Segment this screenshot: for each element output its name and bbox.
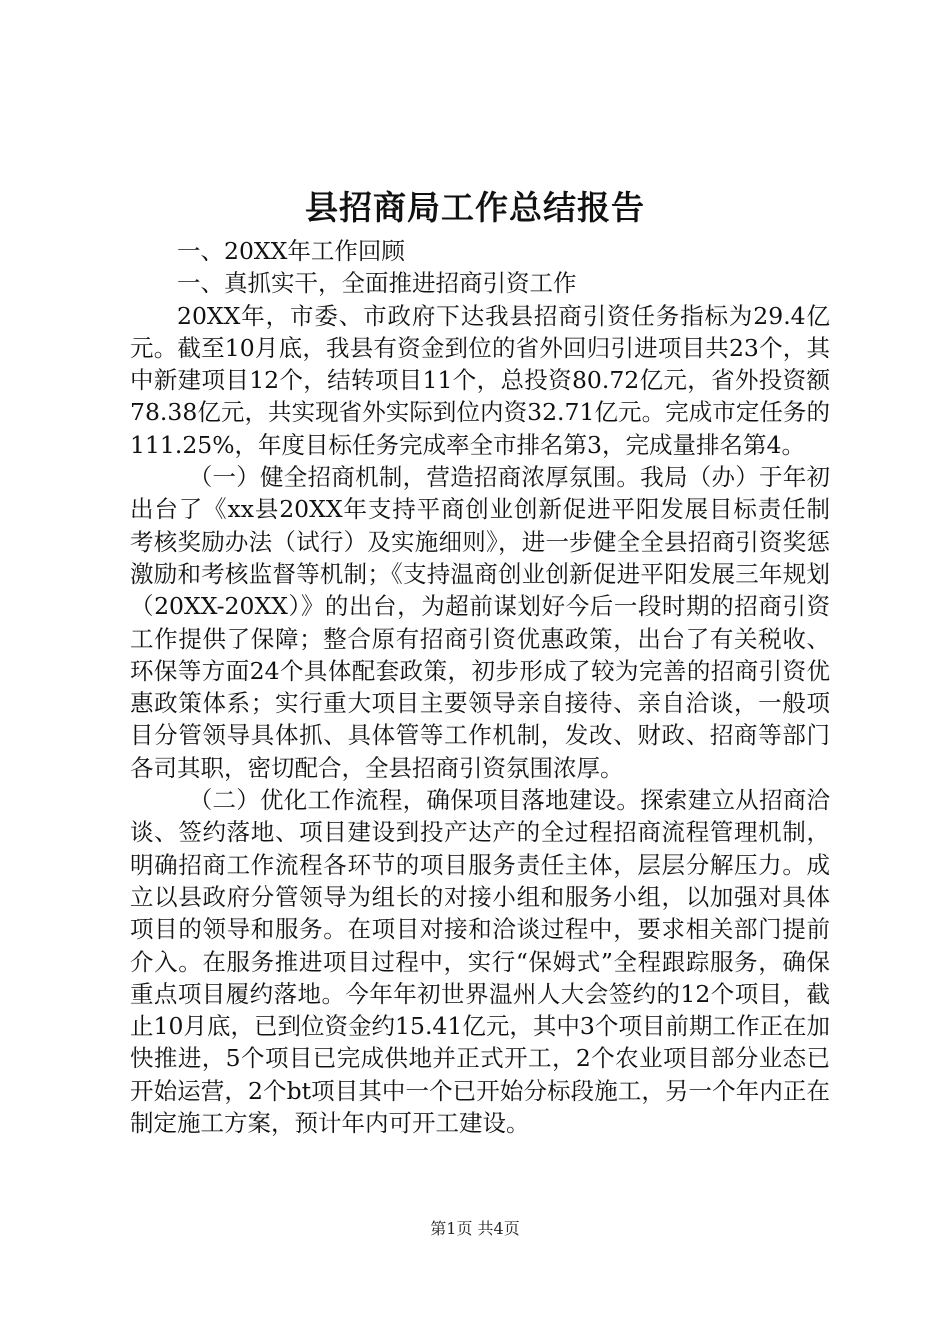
paragraph-mechanism: （一）健全招商机制，营造招商浓厚氛围。我局（办）于年初出台了《xx县20XX年支持平商创业创新促进平阳发展目标责任制考核奖励办法（试行）及实施细则》，进一步健全全县招商引资奖惩激励和考核监督等机制；《支持温商创业创新促进平阳发展三年规划（20XX-20XX）》的出台，为超前谋划好今后一段时期的招商引资工作提供了保障；整合原有招商引资优惠政策，出台了有关税收、环保等方面24个具体配套政策，初步形成了较为完善的招商引资优惠政策体系；实行重大项目主要领导亲自接待、亲自洽谈，一般项目分管领导具体抓、具体管等工作机制，发改、财政、招商等部门各司其职，密切配合，全县招商引资氛围浓厚。 (130, 463, 830, 782)
section-heading: 一、20XX年工作回顾 (177, 237, 405, 265)
document-title: 县招商局工作总结报告 (305, 188, 645, 227)
paragraph-workflow: （二）优化工作流程，确保项目落地建设。探索建立从招商洽谈、签约落地、项目建设到投产达产的全过程招商流程管理机制，明确招商工作流程各环节的项目服务责任主体，层层分解压力。成立以县政府分管领导为组长的对接小组和服务小组，以加强对具体项目的领导和服务。在项目对接和洽谈过程中，要求相关部门提前介入。在服务推进项目过程中，实行“保姆式”全程跟踪服务，确保重点项目履约落地。今年年初世界温州人大会签约的12个项目，截止10月底，已到位资金约15.41亿元，其中3个项目前期工作正在加快推进，5个项目已完成供地并正式开工，2个农业项目部分业态已开始运营，2个bt项目其中一个已开始分标段施工，另一个年内正在制定施工方案，预计年内可开工建设。 (130, 786, 830, 1138)
document-body (130, 235, 830, 1139)
paragraph-overview: 20XX年，市委、市政府下达我县招商引资任务指标为29.4亿元。截至10月底，我县有资金到位的省外回归引进项目共23个，其中新建项目12个，结转项目11个，总投资80.72亿元，省外投资额78.38亿元，共实现省外实际到位内资32.71亿元。完成市定任务的111.25%，年度目标任务完成率全市排名第3，完成量排名第4。 (130, 301, 830, 459)
page-number-footer: 第1页 共4页 (430, 1219, 520, 1238)
subsection-heading: 一、真抓实干，全面推进招商引资工作 (177, 269, 577, 298)
